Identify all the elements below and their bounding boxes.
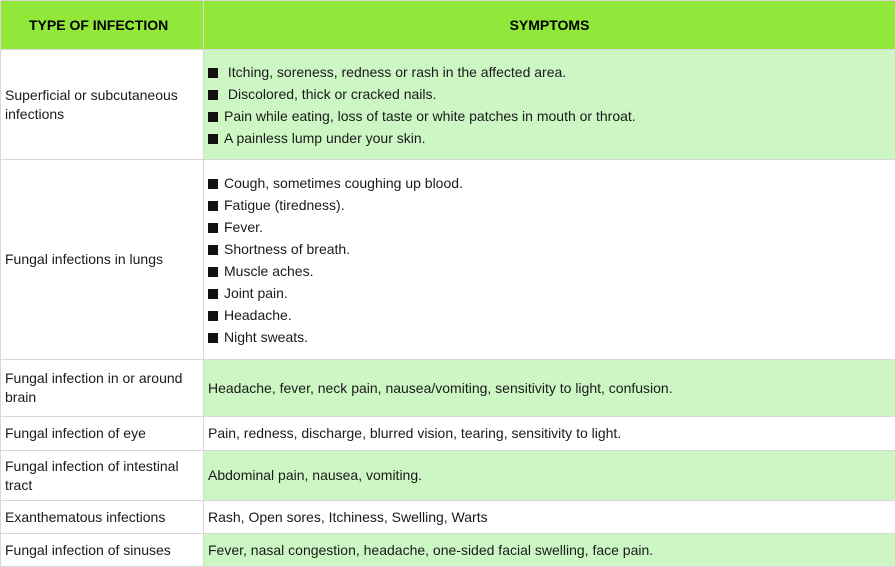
- type-of-infection-header: TYPE OF INFECTION: [1, 1, 204, 50]
- table-row: [1, 501, 895, 534]
- symptoms-header: SYMPTOMS: [204, 1, 895, 50]
- table-row: [1, 451, 895, 501]
- square-bullet-icon: [208, 333, 218, 343]
- infection-type-cell: Superficial or subcutaneous infections: [1, 50, 204, 160]
- symptoms-cell: Fever, nasal congestion, headache, one-sided facial swelling, face pain.: [204, 534, 895, 567]
- table-row: [1, 360, 895, 417]
- symptoms-cell: [204, 160, 895, 360]
- symptom-item: Fatigue (tiredness).: [208, 194, 891, 216]
- symptom-item: Headache.: [208, 304, 891, 326]
- table-row: [1, 417, 895, 451]
- table-row: [1, 534, 895, 567]
- infection-type-cell: Fungal infection in or around brain: [1, 360, 204, 417]
- symptom-item: Cough, sometimes coughing up blood.: [208, 172, 891, 194]
- symptoms-cell: Abdominal pain, nausea, vomiting.: [204, 451, 895, 501]
- infection-type-cell: Fungal infection of eye: [1, 417, 204, 451]
- square-bullet-icon: [208, 179, 218, 189]
- symptoms-cell: [204, 50, 895, 160]
- symptom-item: Shortness of breath.: [208, 238, 891, 260]
- square-bullet-icon: [208, 90, 218, 100]
- square-bullet-icon: [208, 223, 218, 233]
- symptom-item: Itching, soreness, redness or rash in the affected area.: [208, 61, 891, 83]
- square-bullet-icon: [208, 68, 218, 78]
- infection-type-cell: Exanthematous infections: [1, 501, 204, 534]
- symptom-item: Fever.: [208, 216, 891, 238]
- square-bullet-icon: [208, 112, 218, 122]
- symptom-item: Discolored, thick or cracked nails.: [208, 83, 891, 105]
- square-bullet-icon: [208, 134, 218, 144]
- square-bullet-icon: [208, 311, 218, 321]
- square-bullet-icon: [208, 267, 218, 277]
- infection-type-cell: Fungal infection of intestinal tract: [1, 451, 204, 501]
- table-row: [1, 50, 895, 160]
- symptom-item: Pain while eating, loss of taste or white patches in mouth or throat.: [208, 105, 891, 127]
- infection-type-cell: Fungal infection of sinuses: [1, 534, 204, 567]
- symptom-item: A painless lump under your skin.: [208, 127, 891, 149]
- symptom-item: Muscle aches.: [208, 260, 891, 282]
- square-bullet-icon: [208, 289, 218, 299]
- symptoms-cell: Headache, fever, neck pain, nausea/vomiting, sensitivity to light, confusion.: [204, 360, 895, 417]
- table-row: [1, 160, 895, 360]
- square-bullet-icon: [208, 245, 218, 255]
- symptoms-cell: Rash, Open sores, Itchiness, Swelling, Warts: [204, 501, 895, 534]
- square-bullet-icon: [208, 201, 218, 211]
- symptom-item: Joint pain.: [208, 282, 891, 304]
- symptom-item: Night sweats.: [208, 326, 891, 348]
- symptoms-cell: Pain, redness, discharge, blurred vision, tearing, sensitivity to light.: [204, 417, 895, 451]
- header-row: [1, 1, 895, 50]
- infection-type-cell: Fungal infections in lungs: [1, 160, 204, 360]
